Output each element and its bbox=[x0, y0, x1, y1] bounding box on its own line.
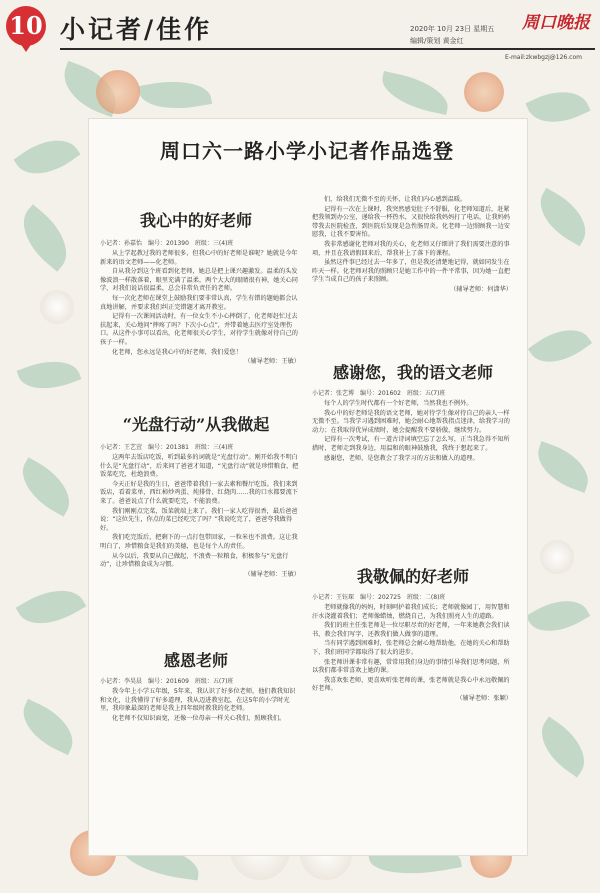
section-title: 小记者/佳作 bbox=[60, 15, 213, 44]
article-title: 感恩老师 bbox=[163, 651, 228, 670]
article-byline: 小记者：王艺萱 编号：201381 班级：三(4)班 bbox=[100, 444, 234, 451]
header-divider bbox=[60, 48, 595, 50]
leaf-decoration bbox=[12, 457, 81, 516]
flower-decoration bbox=[540, 540, 574, 574]
flower-decoration bbox=[96, 70, 140, 114]
article-title: 我心中的好老师 bbox=[139, 211, 252, 230]
article-byline: 小记者：张艺博 编号：201602 班级：五(7)班 bbox=[312, 390, 446, 397]
leaf-decoration bbox=[529, 716, 596, 777]
article-byline: 小记者：王钰琛 编号：202725 班级：二(8)班 bbox=[312, 594, 446, 601]
tutor-credit: （辅导老师：王敏） bbox=[244, 570, 300, 578]
article-body: 每个人的学生时代都有一个好老师，当然我也不例外。 我心中的好老师是我的语文老师，她对待学生像对待自己的亲人一样无微不至。当我学习遇到困难时，她会耐心地帮我指点迷津，给我学习的动力；在我取得优异成绩时，她会提醒我不要骄傲，继续努力。 记得有一次考试，有一道古诗词填空忘了怎么写，正当我急得不知所措时，老师走到我身边，用温和的眼神鼓励我，我终于想起来了。 感谢您，老师，是您教会了我学习的方法和做人的道理。 bbox=[312, 400, 510, 462]
article-body: 从上学起教过我的老师很多，但我心中的好老师是谁呢？她就是今年新来的语文老师——化老师。 自从我分到这个班看到化老师，她总是把上课兴趣激发。温柔的头发像波浪一样散落着，眼里充满了温柔，两个大大的眼睛很有神，她关心同学，对我们说话很温柔，总会非常负责任的老师。 每一次化老师在课堂上鼓励我们要非常认真，学生有错的题她都会认真地讲解，并要求我们纠正完错题才离开教室。 记得有一次课间活动时，有一位女生不小心摔倒了，化老师赶忙过去扶起来，关心地问“摔疼了吗？下次小心点”，并带着她去医疗室处理伤口。从这件小事可以看出，化老师很关心学生，对待学生就像对待自己的孩子一样。 化老师，您永远是我心中的好老师，我们爱您！ （辅导老师：王敏） bbox=[100, 250, 300, 366]
flower-decoration bbox=[40, 290, 74, 324]
contact-email: E-mail:zkwbgzj@126.com bbox=[505, 54, 582, 61]
paper-logo: 周口晚报 bbox=[522, 13, 590, 33]
page-number-badge: 10 bbox=[6, 6, 46, 46]
leaf-decoration bbox=[17, 351, 82, 399]
leaf-decoration bbox=[530, 441, 596, 493]
leaf-decoration bbox=[16, 577, 87, 637]
article-byline: 小记者：孙嘉怡 编号：201390 班级：三(4)班 bbox=[100, 240, 234, 247]
article-title: 我敬佩的好老师 bbox=[356, 567, 469, 586]
article-body: 这两年去饭店吃饭，听到最多的词就是“光盘行动”。刚开始我不明白什么是“光盘行动”，后来问了爸爸才知道，“光盘行动”就是珍惜粮食，把饭菜吃完，杜绝浪费。 今天正好是我的生日，爸爸带着我们一家去素和餐厅吃饭。我们来到饭店，看着菜单，西红柿炒鸡蛋、炖排骨、红烧肉……我的口水都要流下来了。爸爸说点了什么就要吃完，不能浪费。 我们刚刚点完菜，饭菜就端上来了。我们一家人吃得很香，最后爸爸说：“这位先生，你点的菜已经吃完了吗？”我说吃完了，爸爸夸我做得好。 我们吃完饭后，把剩下的一点打包带回家，一粒米也不浪费。这让我明白了，珍惜粮食是我们的美德，也是每个人的责任。 从今以后，我要从自己做起，不浪费一粒粮食，积极参与“光盘行动”，让珍惜粮食成为习惯。 （辅导老师：王敏） bbox=[100, 454, 300, 578]
leaf-decoration bbox=[378, 71, 453, 115]
main-title: 周口六一路小学小记者作品选登 bbox=[160, 139, 454, 163]
issue-date: 2020年 10月 23日 星期五 bbox=[410, 25, 495, 33]
article-body: 老师就像我的妈妈，时刻呵护着我们成长；老师就像园丁，用智慧和汗水浇灌着我们；老师像蜡烛，燃烧自己，为我们照亮人生的道路。 我们的班主任张老师是一位尽职尽责的好老师，一年来她教会我们读书，教会我们写字，还教我们做人做事的道理。 当有同学遇到困难时，张老师总会耐心地帮助他，在她的关心和帮助下，我们班同学都取得了很大的进步。 张老师讲课非常有趣，常常用我们身边的事情引导我们思考问题，所以我们都非常喜欢上她的课。 我喜欢张老师，更喜欢听张老师的课，张老师就是我心中永远敬佩的好老师。 （辅导老师：张颖） bbox=[312, 604, 512, 702]
editor-credit: 编辑/策划 黄金红 bbox=[410, 37, 464, 45]
leaf-decoration bbox=[528, 317, 592, 375]
leaf-decoration bbox=[526, 588, 590, 644]
leaf-decoration bbox=[138, 74, 212, 116]
leaf-decoration bbox=[14, 699, 83, 755]
flower-decoration bbox=[464, 72, 504, 112]
tutor-credit: （辅导老师：王敏） bbox=[244, 358, 300, 366]
leaf-decoration bbox=[529, 188, 596, 246]
article-byline: 小记者：李昊晨 编号：201609 班级：五(7)班 bbox=[100, 678, 234, 685]
article-title: “光盘行动”从我做起 bbox=[122, 415, 270, 434]
tutor-credit: （辅导老师：何潇华） bbox=[450, 285, 512, 293]
article-body-continued: 们，给我们无微不至的关怀，让我们内心感到温暖。 记得有一次在上课时，我突然感觉肚子不舒服，化老师知道后，赶紧把我领到办公室，递给我一杯热水，又很快给我妈妈打了电话，让我妈妈带我去医院检查，到医院后发现是急性肠胃炎。化老师一边照顾我一边安慰我，让我不要害怕。 我非常感谢化老师对我的关心，化老师又仔细讲了我们需要注意的事项，并且在我请假回来后，帮我补上了落下的课程。 虽然这件事已经过去一年多了，但是我还清楚地记得，就如同发生在昨天一样。化老师对我的照顾只是她工作中的一件平常事，因为她一直把学生当成自己的孩子来照顾。 （辅导老师：何潇华） bbox=[312, 196, 512, 293]
leaf-decoration bbox=[13, 126, 80, 187]
article-title: 感谢您，我的语文老师 bbox=[332, 363, 493, 382]
leaf-decoration bbox=[525, 80, 590, 134]
leaf-decoration bbox=[10, 204, 81, 271]
article-body: 我今年上小学五年级，5年来，我认识了好多位老师，他们教我知识和文化，让我懂得了好多道理，我从迈进教室起，在这5年的小学时光里，我印象最深的老师是我上四年级时教我的化老师。 化老师不仅知识面宽，还像一位母亲一样关心我们，照顾我们。 bbox=[100, 688, 296, 722]
tutor-credit: （辅导老师：张颖） bbox=[456, 694, 512, 702]
page-header bbox=[0, 0, 600, 68]
